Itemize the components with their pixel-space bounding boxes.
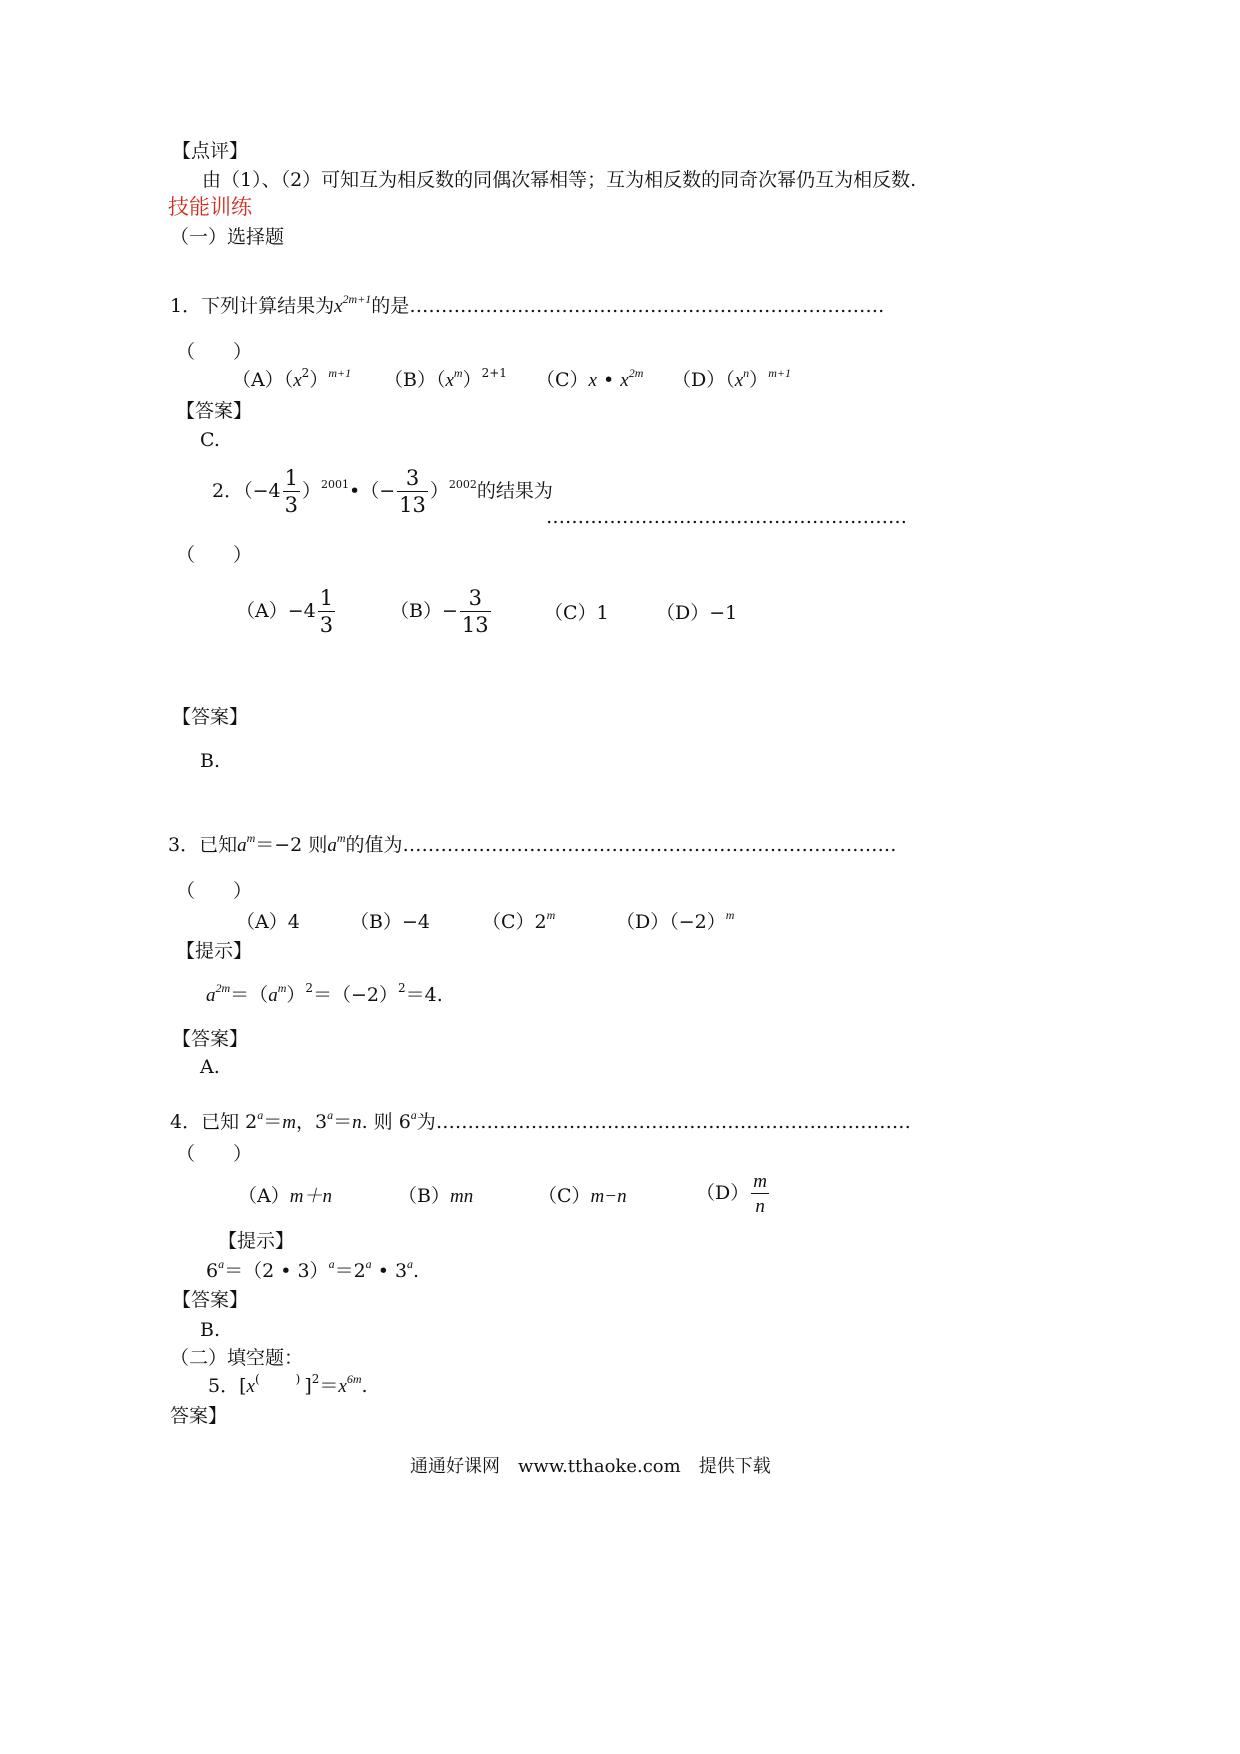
- q3-suffix: 的值为: [345, 834, 403, 856]
- q4-answer-paren: （ ）: [176, 1143, 253, 1165]
- q1-answer-heading: 【答案】: [176, 400, 253, 422]
- q1-option-b: [384, 366, 507, 391]
- q2-opt-b: （B）−: [390, 600, 458, 622]
- q4-opt-d-num: m: [753, 1171, 767, 1192]
- q4-hint-mid3: • 3: [371, 1260, 408, 1282]
- q3-eq: ＝−2 则: [255, 834, 328, 856]
- q4-n: n: [352, 1112, 362, 1133]
- q3-hint-mid2: ）: [286, 984, 306, 1006]
- q4-option-c: [538, 1187, 627, 1206]
- q2-frac2-den: 13: [399, 493, 426, 517]
- q1-option-c: [536, 366, 644, 391]
- q3-opt-d: （D）（−2）: [616, 911, 726, 933]
- q4-m: m: [282, 1112, 296, 1133]
- q5-base2: x: [338, 1376, 347, 1397]
- q5-prefix: 5．[: [208, 1375, 247, 1397]
- q5-eq: ＝: [319, 1375, 339, 1397]
- q3-answer-paren: （ ）: [176, 880, 253, 902]
- q1-opt-c-expr2: x: [620, 370, 629, 391]
- q2-fraction-2: [397, 468, 428, 516]
- q1-answer-paren: （ ）: [176, 341, 253, 363]
- q2-mid2: •（−: [349, 480, 396, 502]
- q1-opt-c-exp: 2m: [628, 366, 644, 380]
- q4-opt-b: （B）: [398, 1185, 450, 1207]
- q5-gap: ( ): [254, 1372, 305, 1386]
- review-heading: 【点评】: [172, 140, 249, 162]
- question-2: [212, 468, 553, 516]
- q2-dots: …………………………………………………: [546, 506, 907, 528]
- q4-hint-mid2: ＝2: [334, 1260, 366, 1282]
- q1-opt-c-expr1: x: [588, 370, 597, 391]
- q3-opt-d-exp: m: [725, 908, 735, 922]
- q3-hint: [206, 981, 443, 1006]
- q3-hint-mid3: ＝（−2）: [313, 984, 399, 1006]
- q3-hint-exp2: m: [277, 981, 287, 995]
- q5-base: x: [246, 1376, 255, 1397]
- q4-suffix: 为: [416, 1111, 436, 1133]
- q2-option-b: [390, 588, 493, 636]
- q2-mid1: ）: [301, 480, 321, 502]
- q2-opt-a: （A）−4: [236, 600, 316, 622]
- q3-hint-sq1: 2: [305, 981, 314, 995]
- q4-mid: . 则 6: [361, 1111, 411, 1133]
- q3-a: a: [237, 835, 247, 856]
- q2-opt-b-num: 3: [460, 588, 491, 612]
- q1-opt-a-base: x: [293, 370, 302, 391]
- q3-option-d: [616, 908, 735, 933]
- q2-frac1-num: 1: [284, 466, 298, 490]
- q1-suffix: 的是: [371, 295, 410, 317]
- q2-opt-a-den: 3: [319, 613, 334, 637]
- q2-frac1-den: 3: [284, 493, 298, 517]
- q1-opt-c: （C）: [536, 369, 589, 391]
- q5-answer-heading: 答案】: [170, 1405, 228, 1427]
- q3-a2-exp: m: [336, 831, 346, 845]
- q4-hint-heading: 【提示】: [218, 1230, 295, 1252]
- q2-suffix: 的结果为: [476, 480, 553, 502]
- q2-opt-a-num: 1: [319, 586, 334, 610]
- q2-mid3: ）: [429, 480, 449, 502]
- q4-hint-e3: a: [365, 1257, 372, 1271]
- q4-hint-start: 6: [206, 1260, 219, 1282]
- q3-hint-base2: a: [268, 985, 278, 1006]
- q4-hint-e1: a: [218, 1257, 225, 1271]
- q4-opt-a-expr: m＋n: [289, 1186, 332, 1207]
- q1-opt-a-close: ）: [309, 369, 329, 391]
- q3-hint-heading: 【提示】: [176, 940, 253, 962]
- q4-exp-a2: a: [327, 1108, 334, 1122]
- q4-eq2: ＝: [333, 1111, 353, 1133]
- q2-option-a: [236, 588, 337, 636]
- q4-opt-a: （A）: [238, 1185, 290, 1207]
- q1-opt-d-base: x: [734, 370, 744, 391]
- q4-exp-a3: a: [410, 1108, 417, 1122]
- q3-option-a: （A）4: [236, 911, 300, 933]
- q1-opt-c-dot: •: [596, 369, 621, 391]
- q4-prefix: 4．已知 2: [170, 1111, 258, 1133]
- q5-exp: 6m: [346, 1372, 362, 1386]
- q1-opt-b-exp: m: [453, 366, 463, 380]
- q1-opt-b-close: ）: [462, 369, 482, 391]
- q3-a-exp: m: [246, 831, 256, 845]
- q1-base: x: [334, 296, 343, 317]
- q4-hint-end: .: [413, 1260, 420, 1282]
- q1-option-d: [672, 366, 791, 391]
- part2-title: （二）填空题：: [170, 1347, 304, 1369]
- q2-fraction-1: [283, 468, 300, 516]
- q4-hint: [206, 1257, 420, 1282]
- q4-answer: B.: [200, 1319, 221, 1341]
- q1-option-a: [232, 366, 352, 391]
- q4-option-a: [238, 1187, 332, 1206]
- q1-answer: C.: [200, 429, 220, 451]
- question-4: [170, 1108, 911, 1133]
- question-5: [208, 1372, 368, 1397]
- q1-opt-d-close: ）: [749, 369, 769, 391]
- q4-opt-d-den: n: [755, 1196, 765, 1217]
- q4-option-b: [398, 1187, 473, 1206]
- q3-answer-heading: 【答案】: [172, 1028, 249, 1050]
- q3-answer: A.: [200, 1056, 220, 1078]
- q3-opt-c: （C）2: [482, 911, 547, 933]
- q1-opt-b-outer: 2+1: [481, 366, 507, 380]
- q1-prefix: 1．下列计算结果为: [170, 295, 335, 317]
- q2-prefix: 2．（−4: [212, 480, 281, 502]
- q5-end: .: [361, 1375, 368, 1397]
- q3-opt-c-exp: m: [546, 908, 556, 922]
- q3-hint-exp: 2m: [215, 981, 231, 995]
- q1-opt-a-exp: 2: [301, 366, 310, 380]
- q2-option-d: （D）−1: [656, 602, 738, 624]
- section-title: 技能训练: [168, 195, 252, 219]
- q1-opt-b: （B）（: [384, 369, 446, 391]
- q2-exp1: 2001: [321, 478, 349, 491]
- q2-answer: B.: [200, 750, 221, 772]
- question-1: [170, 292, 885, 317]
- q4-hint-e2: a: [328, 1257, 335, 1271]
- q4-sep: ，3: [295, 1111, 328, 1133]
- q2-opt-b-den: 13: [461, 613, 489, 637]
- q3-hint-mid: ＝（: [230, 984, 269, 1006]
- q4-exp-a1: a: [257, 1108, 264, 1122]
- q1-opt-d-exp: n: [743, 366, 750, 380]
- q4-opt-c-expr: m−n: [590, 1186, 627, 1207]
- q4-eq1: ＝: [263, 1111, 283, 1133]
- q1-opt-a: （A）（: [232, 369, 294, 391]
- q2-answer-heading: 【答案】: [172, 706, 249, 728]
- q4-hint-e4: a: [407, 1257, 414, 1271]
- q3-a2: a: [327, 835, 337, 856]
- footer-credit: 通通好课网 www.tthaoke.com 提供下载: [410, 1456, 771, 1477]
- q1-dots: …………………………………………………………………: [409, 295, 885, 317]
- q3-dots: ……………………………………………………………………: [402, 834, 897, 856]
- q1-exp: 2m+1: [342, 292, 372, 306]
- q2-option-c: （C）1: [544, 602, 609, 624]
- q5-sq: 2: [311, 1372, 320, 1386]
- q1-opt-b-base: x: [445, 370, 454, 391]
- q2-answer-paren: （ ）: [176, 544, 253, 566]
- q3-hint-end: ＝4.: [405, 984, 443, 1006]
- question-3: [168, 831, 897, 856]
- q4-answer-heading: 【答案】: [172, 1289, 249, 1311]
- q2-exp2: 2002: [448, 478, 477, 491]
- q2-frac2-num: 3: [397, 468, 428, 492]
- q4-dots: …………………………………………………………………: [435, 1111, 911, 1133]
- q3-hint-sq2: 2: [398, 981, 406, 995]
- q3-prefix: 3．已知: [168, 834, 238, 856]
- q4-opt-c: （C）: [538, 1185, 591, 1207]
- q1-opt-d-outer: m+1: [768, 366, 791, 380]
- q3-option-c: [482, 908, 556, 933]
- q4-opt-d: （D）: [696, 1182, 750, 1204]
- q4-option-d: [696, 1172, 771, 1216]
- review-text: 由（1）、（2）可知互为相反数的同偶次幂相等；互为相反数的同奇次幂仍互为相反数.: [202, 169, 917, 191]
- q3-option-b: （B）−4: [350, 911, 430, 933]
- q3-hint-base: a: [206, 985, 216, 1006]
- q1-opt-a-outer: m+1: [328, 366, 352, 380]
- q5-mid: ]: [304, 1375, 312, 1397]
- part1-title: （一）选择题: [170, 226, 285, 248]
- q1-opt-d: （D）（: [672, 369, 735, 391]
- q4-opt-b-expr: mn: [449, 1186, 474, 1207]
- q4-hint-mid: ＝（2 • 3）: [224, 1260, 329, 1282]
